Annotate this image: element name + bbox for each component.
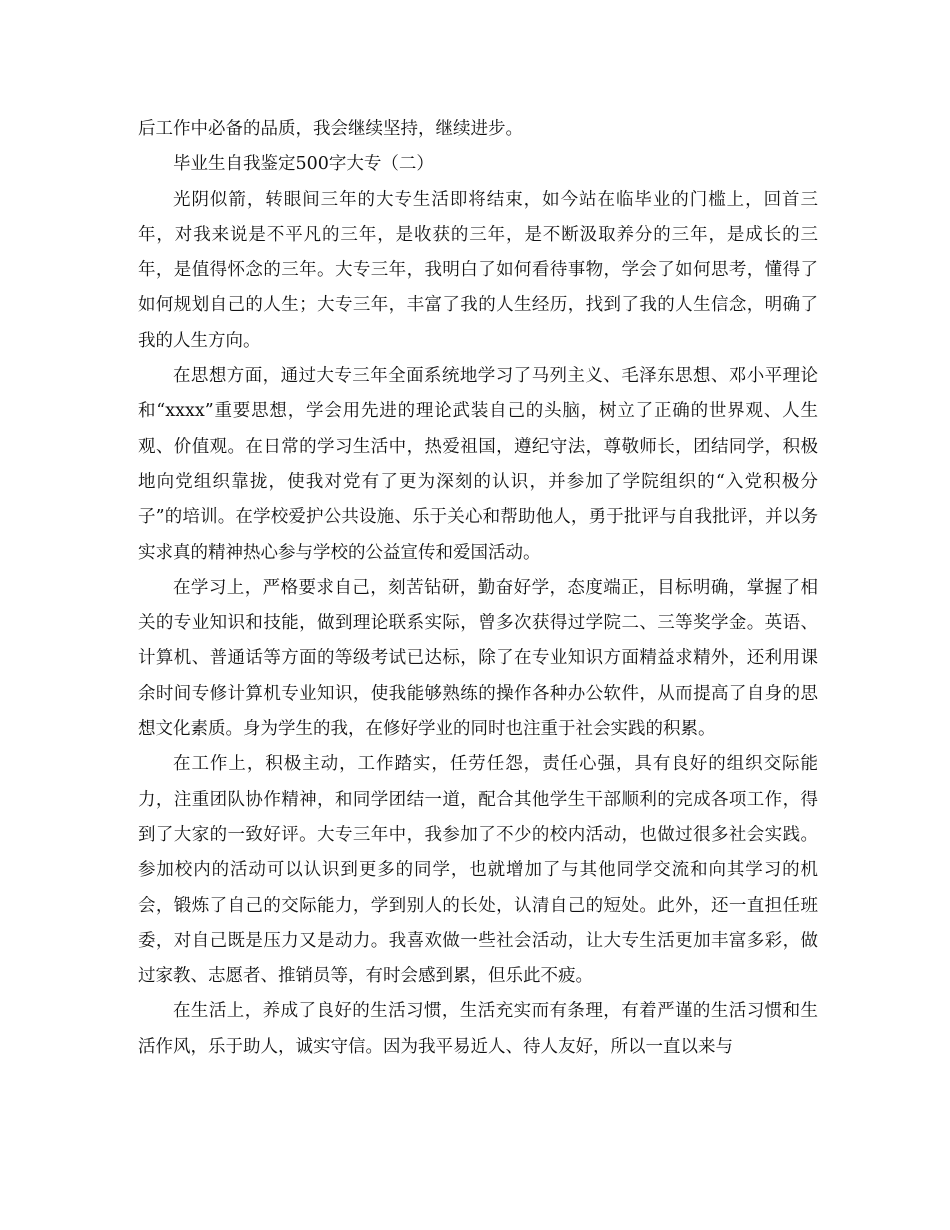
- paragraph-life: 在生活上，养成了良好的生活习惯，生活充实而有条理，有着严谨的生活习惯和生活作风，乐于助人，诚实守信。因为我平易近人、待人友好，所以一直以来与: [138, 1001, 818, 1057]
- paragraph-ideology: 在思想方面，通过大专三年全面系统地学习了马列主义、毛泽东思想、邓小平理论和“xxxx”重要思想，学会用先进的理论武装自己的头脑，树立了正确的世界观、人生观、价值观。在日常的学习生活中，热爱祖国，遵纪守法，尊敬师长，团结同学，积极地向党组织靠拢，使我对党有了更为深刻的认识，并参加了学院组织的“入党积极分子”的培训。在学校爱护公共设施、乐于关心和帮助他人，勇于批评与自我批评，并以务实求真的精神热心参与学校的公益宣传和爱国活动。: [138, 366, 818, 563]
- paragraph-study: 在学习上，严格要求自己，刻苦钻研，勤奋好学，态度端正，目标明确，掌握了相关的专业知识和技能，做到理论联系实际，曾多次获得过学院二、三等奖学金。英语、计算机、普通话等方面的等级考试已达标，除了在专业知识方面精益求精外，还利用课余时间专修计算机专业知识，使我能够熟练的操作各种办公软件，从而提高了自身的思想文化素质。身为学生的我，在修好学业的同时也注重于社会实践的积累。: [138, 577, 818, 740]
- paragraph-continuation: 后工作中必备的品质，我会继续坚持，继续进步。: [138, 119, 523, 139]
- section-heading: 毕业生自我鉴定500字大专（二）: [173, 154, 434, 175]
- paragraph-work: 在工作上，积极主动，工作踏实，任劳任怨，责任心强，具有良好的组织交际能力，注重团队协作精神，和同学团结一道，配合其他学生干部顺利的完成各项工作，得到了大家的一致好评。大专三年中，我参加了不少的校内活动，也做过很多社会实践。参加校内的活动可以认识到更多的同学，也就增加了与其他同学交流和向其学习的机会，锻炼了自己的交际能力，学到别人的长处，认清自己的短处。此外，还一直担任班委，对自己既是压力又是动力。我喜欢做一些社会活动，让大专生活更加丰富多彩，做过家教、志愿者、推销员等，有时会感到累，但乐此不疲。: [138, 754, 818, 987]
- paragraph-intro: 光阴似箭，转眼间三年的大专生活即将结束，如今站在临毕业的门槛上，回首三年，对我来说是不平凡的三年，是收获的三年，是不断汲取养分的三年，是成长的三年，是值得怀念的三年。大专三年，我明白了如何看待事物，学会了如何思考，懂得了如何规划自己的人生；大专三年，丰富了我的人生经历，找到了我的人生信念，明确了我的人生方向。: [138, 189, 818, 351]
- document-body: [138, 112, 818, 1065]
